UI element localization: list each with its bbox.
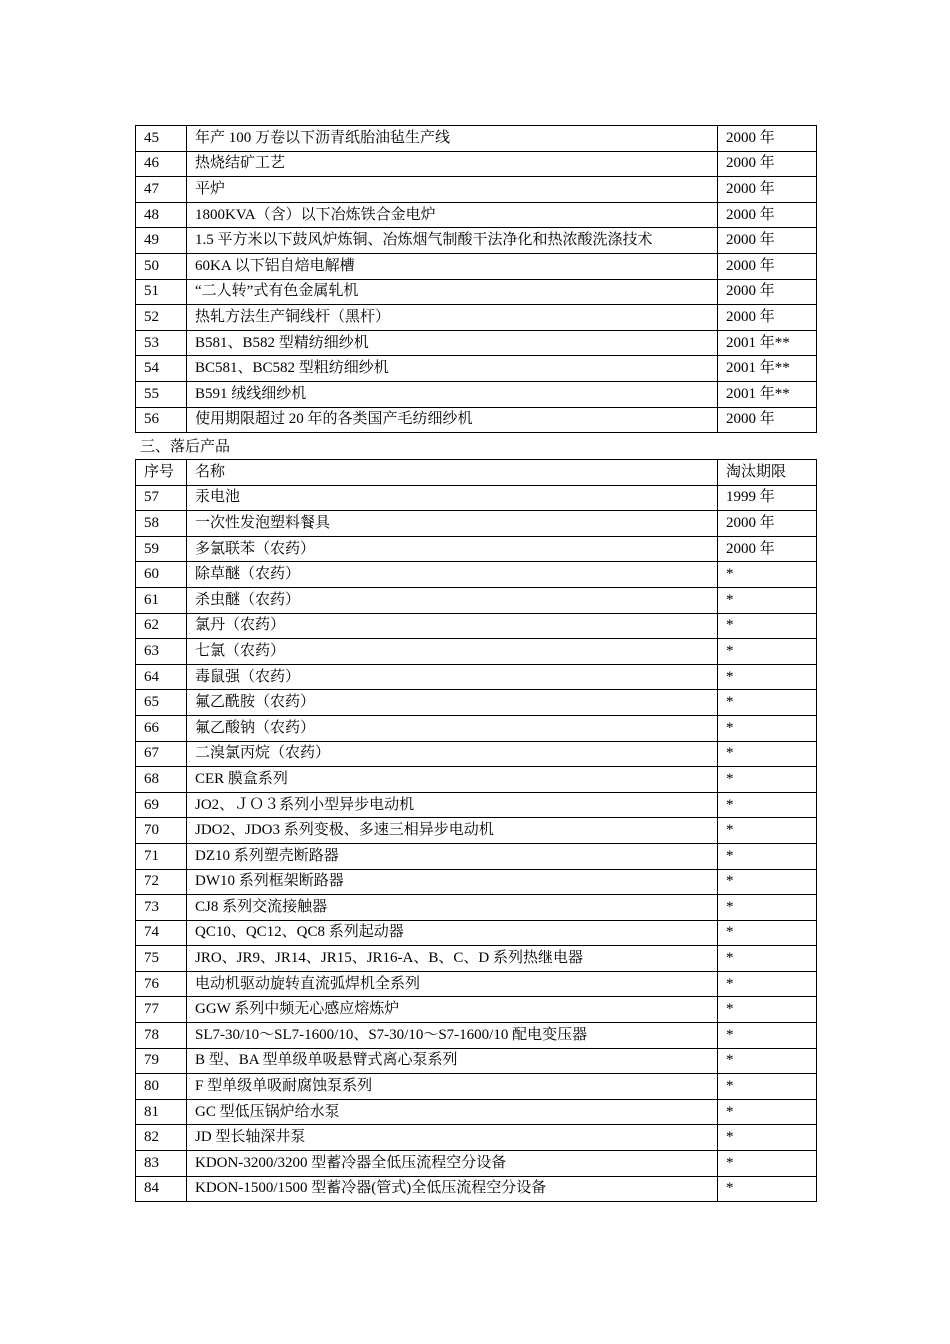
row-index: 64 [136, 664, 187, 690]
row-deadline: * [718, 664, 817, 690]
row-index: 62 [136, 613, 187, 639]
row-name: KDON-1500/1500 型蓄冷器(管式)全低压流程空分设备 [187, 1176, 718, 1202]
row-name: 热烧结矿工艺 [187, 151, 718, 177]
table-row [136, 356, 817, 382]
row-index: 46 [136, 151, 187, 177]
row-name: F 型单级单吸耐腐蚀泵系列 [187, 1074, 718, 1100]
row-name: 除草醚（农药） [187, 562, 718, 588]
table-row [136, 792, 817, 818]
row-name: CER 膜盒系列 [187, 767, 718, 793]
table-row [136, 202, 817, 228]
row-index: 81 [136, 1099, 187, 1125]
table-row [136, 1074, 817, 1100]
row-deadline: * [718, 792, 817, 818]
row-name: 平炉 [187, 177, 718, 203]
row-name: 多氯联苯（农药） [187, 536, 718, 562]
row-index: 72 [136, 869, 187, 895]
row-deadline: 2001 年** [718, 330, 817, 356]
row-deadline: * [718, 869, 817, 895]
row-index: 59 [136, 536, 187, 562]
row-index: 77 [136, 997, 187, 1023]
table-row [136, 1048, 817, 1074]
row-deadline: * [718, 1151, 817, 1177]
table2-body [136, 485, 817, 1202]
row-index: 51 [136, 279, 187, 305]
row-deadline: * [718, 562, 817, 588]
table-row [136, 1023, 817, 1049]
row-index: 61 [136, 587, 187, 613]
table-row [136, 843, 817, 869]
row-index: 48 [136, 202, 187, 228]
table-row [136, 536, 817, 562]
row-deadline: * [718, 1176, 817, 1202]
row-index: 80 [136, 1074, 187, 1100]
row-deadline: * [718, 997, 817, 1023]
row-deadline: 2000 年 [718, 305, 817, 331]
row-deadline: 1999 年 [718, 485, 817, 511]
row-index: 50 [136, 253, 187, 279]
row-index: 60 [136, 562, 187, 588]
row-index: 52 [136, 305, 187, 331]
row-name: 1.5 平方米以下鼓风炉炼铜、冶炼烟气制酸干法净化和热浓酸洗涤技术 [187, 228, 718, 254]
obsolete-products-table [135, 459, 817, 1202]
row-name: 二溴氯丙烷（农药） [187, 741, 718, 767]
table-row [136, 228, 817, 254]
table-row [136, 920, 817, 946]
row-index: 68 [136, 767, 187, 793]
row-name: 一次性发泡塑料餐具 [187, 511, 718, 537]
table-row [136, 253, 817, 279]
row-deadline: * [718, 1099, 817, 1125]
table-row [136, 381, 817, 407]
row-name: JDO2、JDO3 系列变极、多速三相异步电动机 [187, 818, 718, 844]
row-name: 杀虫醚（农药） [187, 587, 718, 613]
row-deadline: * [718, 1125, 817, 1151]
row-deadline: 2000 年 [718, 407, 817, 433]
table-row [136, 587, 817, 613]
row-name: 60KA 以下铝自焙电解槽 [187, 253, 718, 279]
table-row [136, 1125, 817, 1151]
table-row [136, 946, 817, 972]
row-index: 75 [136, 946, 187, 972]
row-index: 49 [136, 228, 187, 254]
table-row [136, 485, 817, 511]
table-row [136, 151, 817, 177]
row-deadline: 2000 年 [718, 228, 817, 254]
table1-body [136, 126, 817, 433]
row-deadline: * [718, 1023, 817, 1049]
row-name: BC581、BC582 型粗纺细纱机 [187, 356, 718, 382]
row-name: SL7-30/10～SL7-1600/10、S7-30/10～S7-1600/10 配电变压器 [187, 1023, 718, 1049]
row-deadline: 2000 年 [718, 279, 817, 305]
row-name: CJ8 系列交流接触器 [187, 895, 718, 921]
row-deadline: * [718, 613, 817, 639]
row-index: 63 [136, 639, 187, 665]
eliminated-process-table [135, 125, 817, 433]
row-name: JO2、ＪＯ３系列小型异步电动机 [187, 792, 718, 818]
row-name: JD 型长轴深井泵 [187, 1125, 718, 1151]
table-row [136, 562, 817, 588]
row-index: 67 [136, 741, 187, 767]
row-deadline: 2000 年 [718, 177, 817, 203]
row-deadline: * [718, 843, 817, 869]
table-row [136, 511, 817, 537]
row-name: QC10、QC12、QC8 系列起动器 [187, 920, 718, 946]
row-name: DZ10 系列塑壳断路器 [187, 843, 718, 869]
row-name: “二人转”式有色金属轧机 [187, 279, 718, 305]
row-name: DW10 系列框架断路器 [187, 869, 718, 895]
row-deadline: * [718, 1074, 817, 1100]
row-index: 83 [136, 1151, 187, 1177]
row-name: JRO、JR9、JR14、JR15、JR16-A、B、C、D 系列热继电器 [187, 946, 718, 972]
table-row [136, 869, 817, 895]
row-deadline: * [718, 818, 817, 844]
table-row [136, 639, 817, 665]
row-deadline: 2000 年 [718, 253, 817, 279]
row-index: 74 [136, 920, 187, 946]
row-index: 84 [136, 1176, 187, 1202]
row-deadline: * [718, 895, 817, 921]
row-deadline: * [718, 1048, 817, 1074]
row-deadline: 2000 年 [718, 151, 817, 177]
header-name: 名称 [187, 460, 718, 486]
row-name: 电动机驱动旋转直流弧焊机全系列 [187, 971, 718, 997]
row-deadline: * [718, 946, 817, 972]
row-index: 53 [136, 330, 187, 356]
table-row [136, 1176, 817, 1202]
row-name: 热轧方法生产铜线杆（黑杆） [187, 305, 718, 331]
row-name: 七氯（农药） [187, 639, 718, 665]
table-row [136, 613, 817, 639]
row-index: 54 [136, 356, 187, 382]
row-index: 47 [136, 177, 187, 203]
row-name: 年产 100 万卷以下沥青纸胎油毡生产线 [187, 126, 718, 152]
table-row [136, 767, 817, 793]
table-row [136, 1099, 817, 1125]
row-index: 58 [136, 511, 187, 537]
row-deadline: * [718, 741, 817, 767]
row-index: 66 [136, 715, 187, 741]
table-row [136, 407, 817, 433]
table-row [136, 279, 817, 305]
row-index: 45 [136, 126, 187, 152]
row-index: 57 [136, 485, 187, 511]
row-name: B 型、BA 型单级单吸悬臂式离心泵系列 [187, 1048, 718, 1074]
header-index: 序号 [136, 460, 187, 486]
table-row [136, 971, 817, 997]
row-index: 79 [136, 1048, 187, 1074]
table-row [136, 126, 817, 152]
header-deadline: 淘汰期限 [718, 460, 817, 486]
row-index: 71 [136, 843, 187, 869]
row-index: 70 [136, 818, 187, 844]
table-row [136, 305, 817, 331]
row-index: 73 [136, 895, 187, 921]
row-name: GC 型低压锅炉给水泵 [187, 1099, 718, 1125]
row-deadline: 2000 年 [718, 511, 817, 537]
table-row [136, 895, 817, 921]
row-name: GGW 系列中频无心感应熔炼炉 [187, 997, 718, 1023]
row-deadline: 2000 年 [718, 202, 817, 228]
row-deadline: * [718, 639, 817, 665]
row-index: 56 [136, 407, 187, 433]
row-deadline: 2001 年** [718, 381, 817, 407]
table-header-row [136, 460, 817, 486]
table-row [136, 177, 817, 203]
row-index: 76 [136, 971, 187, 997]
row-name: 毒鼠强（农药） [187, 664, 718, 690]
row-name: 1800KVA（含）以下冶炼铁合金电炉 [187, 202, 718, 228]
row-deadline: 2000 年 [718, 126, 817, 152]
row-index: 55 [136, 381, 187, 407]
table-row [136, 330, 817, 356]
row-deadline: * [718, 971, 817, 997]
table-row [136, 690, 817, 716]
row-deadline: 2001 年** [718, 356, 817, 382]
table-row [136, 664, 817, 690]
row-name: 氟乙酰胺（农药） [187, 690, 718, 716]
row-index: 82 [136, 1125, 187, 1151]
row-index: 69 [136, 792, 187, 818]
row-name: 氯丹（农药） [187, 613, 718, 639]
table-row [136, 715, 817, 741]
row-deadline: * [718, 715, 817, 741]
row-deadline: * [718, 690, 817, 716]
table-row [136, 997, 817, 1023]
row-deadline: * [718, 920, 817, 946]
row-name: 氟乙酸钠（农药） [187, 715, 718, 741]
row-deadline: * [718, 767, 817, 793]
table-row [136, 1151, 817, 1177]
row-index: 78 [136, 1023, 187, 1049]
row-name: B581、B582 型精纺细纱机 [187, 330, 718, 356]
table-row [136, 741, 817, 767]
row-name: 汞电池 [187, 485, 718, 511]
row-index: 65 [136, 690, 187, 716]
row-deadline: 2000 年 [718, 536, 817, 562]
row-name: B591 绒线细纱机 [187, 381, 718, 407]
section-heading: 三、落后产品 [140, 439, 231, 455]
table-row [136, 818, 817, 844]
row-name: 使用期限超过 20 年的各类国产毛纺细纱机 [187, 407, 718, 433]
row-name: KDON-3200/3200 型蓄冷器全低压流程空分设备 [187, 1151, 718, 1177]
row-deadline: * [718, 587, 817, 613]
